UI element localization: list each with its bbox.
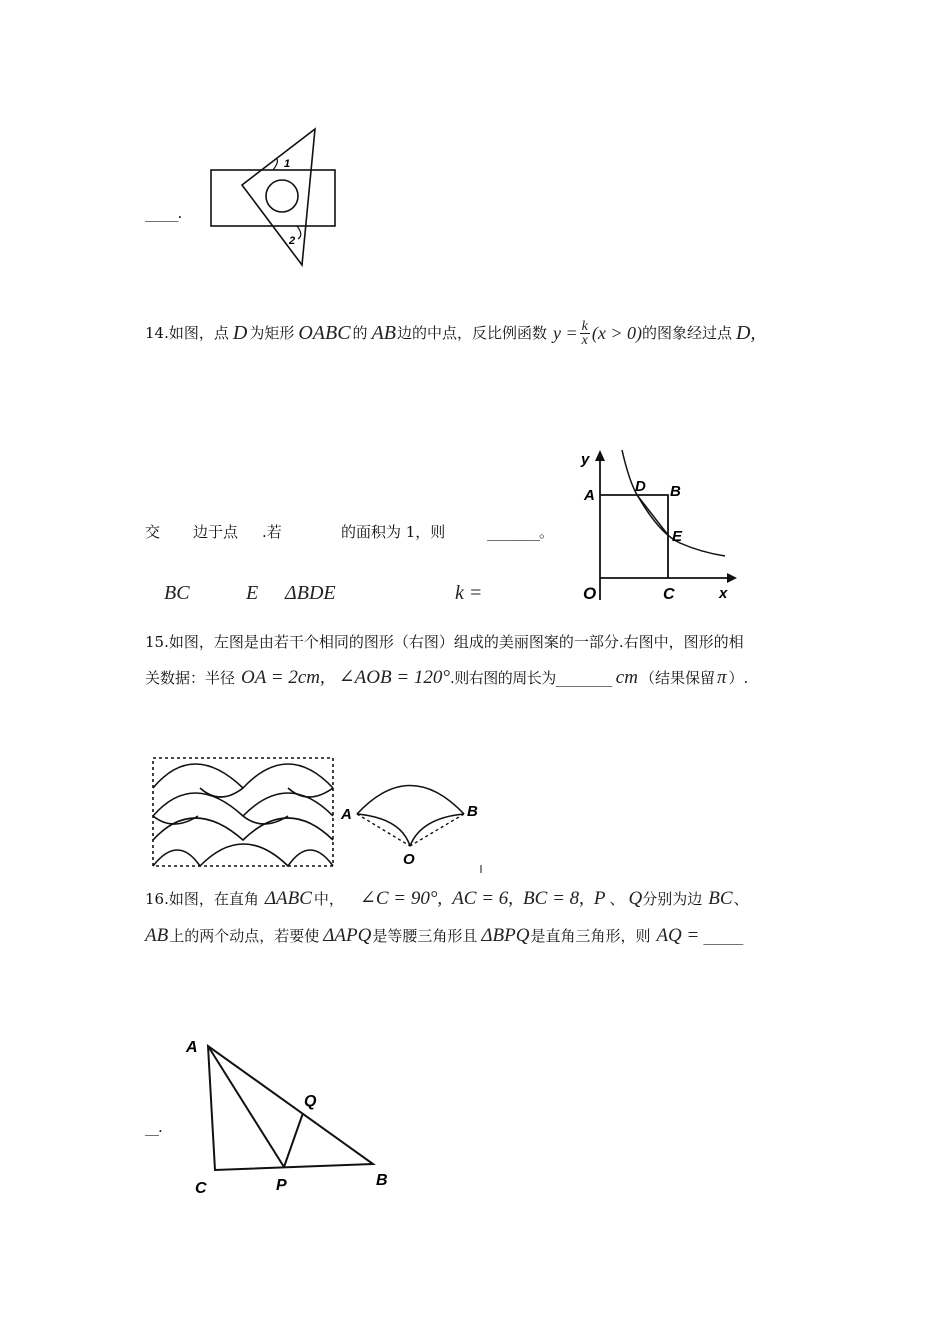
q16-figure: [180, 1030, 400, 1205]
q16-text-l2a: 上的两个动点，若要使: [169, 927, 320, 945]
q14-text-wei: 为矩形: [249, 324, 295, 342]
q15-text-c: （结果保留: [639, 669, 715, 687]
q14-sym-bc: BC: [164, 582, 190, 604]
q15-radius-oa: [357, 814, 410, 846]
q14-rectangle: [600, 495, 668, 578]
q16-aq: AQ =: [656, 925, 700, 946]
q14-figure: [575, 440, 745, 605]
q15-label-a: A: [341, 806, 352, 823]
q14-sym-bde: ΔBDE: [285, 582, 336, 604]
q14-answer-blank: ________。: [487, 523, 554, 541]
q16-ac: AC = 6,: [452, 888, 514, 909]
q16-p: P: [593, 888, 606, 909]
q15-outer-arc: [357, 786, 464, 815]
q13-blank: _____: [145, 204, 178, 222]
q13-angle2-arc: [297, 226, 301, 239]
q15-pi: π: [716, 667, 727, 688]
q15-line1: 15.如图，左图是由若干个相同的图形（右图）组成的美丽图案的一部分.右图中，图形的相: [145, 633, 744, 651]
q14-side-ab: AB: [371, 322, 396, 344]
q14-x-arrow: [727, 573, 737, 583]
q15-figure: [148, 752, 488, 877]
q13-answer-blank: [145, 203, 182, 223]
q15-arc-mid1: [200, 788, 333, 797]
q16-side-bc: BC: [708, 888, 733, 909]
q15-arc-row1: [153, 764, 333, 788]
q14-label-y: y: [581, 451, 590, 468]
q15-line2: [145, 664, 748, 692]
q15-unit-shape: [340, 786, 478, 869]
q16-text-l2c: 是直角三角形，则: [530, 927, 651, 945]
q16-text-a: 16.如图，在直角: [145, 890, 259, 908]
q16-line1: [145, 885, 749, 913]
q16-label-q: Q: [304, 1093, 317, 1110]
q16-side-ab: AB: [145, 925, 169, 946]
q14-rect-oabc: OABC: [298, 322, 351, 344]
q14-sym-k: k =: [455, 582, 483, 604]
q13-label-2: 2: [289, 235, 296, 247]
q14-label-d: D: [635, 478, 646, 495]
q13-figure: [205, 125, 340, 270]
q15-pattern: [153, 758, 333, 866]
q14-label-a: A: [584, 487, 595, 504]
q14-label-c: C: [663, 586, 675, 603]
q14-text-de: 的: [352, 324, 368, 342]
q16-answer-blank: ______: [703, 927, 743, 945]
q13-label-1: 1: [284, 158, 291, 170]
q13-triangle: [242, 129, 315, 265]
q16-dun-2: 、: [733, 890, 749, 908]
q14-bianyu: 边于点: [193, 523, 239, 541]
q14-label-o: O: [583, 584, 597, 603]
q15-angle: ∠AOB = 120°: [338, 667, 451, 688]
q15-label-b: B: [467, 803, 478, 820]
q14-ruo: .若: [262, 523, 282, 541]
q16-answer-blank-cont: __.: [145, 1118, 162, 1136]
q15-text-a: 关数据：半径: [145, 669, 236, 687]
q13-rectangle: [211, 170, 335, 226]
q16-angle-c: ∠C = 90°,: [359, 888, 443, 909]
q16-dun: 、: [609, 890, 625, 908]
q14-text-bian: 边的中点，反比例函数: [397, 324, 548, 342]
q14-func-y: y =: [553, 323, 578, 343]
q15-arc-row3: [153, 818, 333, 840]
q16-label-b: B: [376, 1172, 388, 1189]
q15-text-d: ）.: [728, 669, 749, 687]
q14-label-x: x: [719, 585, 728, 602]
q15-label-o: O: [403, 851, 415, 868]
q14-point-d: D: [232, 322, 248, 344]
q14-func-k: k: [581, 318, 588, 334]
q16-bc: BC = 8,: [523, 888, 584, 909]
q16-q: Q: [628, 888, 643, 909]
q14-func-cond: (x > 0): [591, 323, 642, 343]
q16-text-l2b: 是等腰三角形且: [372, 927, 478, 945]
q14-stem-line1: [145, 318, 755, 348]
q14-point-d-2: D,: [736, 322, 756, 344]
q14-func-x: x: [581, 332, 588, 348]
q16-label-a: A: [186, 1039, 198, 1056]
q16-triangle-abc: ΔABC: [264, 888, 312, 909]
q16-triangle-apq: ΔAPQ: [323, 925, 372, 946]
q14-prefix: 14.如图，点: [145, 324, 229, 342]
q14-label-e: E: [672, 528, 683, 545]
q16-text-c: 分别为边: [642, 890, 703, 908]
q16-segment-pq: [284, 1113, 303, 1167]
q13-circle: [266, 180, 298, 212]
q14-function: [553, 320, 642, 347]
q15-arc-row4: [153, 844, 333, 866]
q16-triangle-bpq: ΔBPQ: [481, 925, 530, 946]
q13-period: .: [177, 204, 183, 222]
q16-label-c: C: [195, 1180, 207, 1197]
q15-text-b: .则右图的周长为________: [450, 669, 612, 687]
q16-label-p: P: [276, 1177, 287, 1194]
q14-mianji: 的面积为 1，则: [341, 523, 446, 541]
q15-radius: OA = 2cm,: [241, 667, 325, 688]
q15-unit-cm: cm: [615, 667, 638, 688]
q14-label-b: B: [670, 483, 681, 500]
q15-radius-ob: [410, 814, 464, 846]
q14-y-arrow: [595, 450, 605, 461]
q14-sym-e: E: [246, 582, 259, 604]
q14-jiao: 交: [145, 523, 161, 541]
q16-line2: [145, 922, 742, 950]
q14-text-tuxiang: 的图象经过点: [642, 324, 733, 342]
q14-func-fraction: [580, 320, 590, 347]
q16-text-b: 中，: [313, 890, 344, 908]
q16-segment-ap: [208, 1046, 284, 1167]
